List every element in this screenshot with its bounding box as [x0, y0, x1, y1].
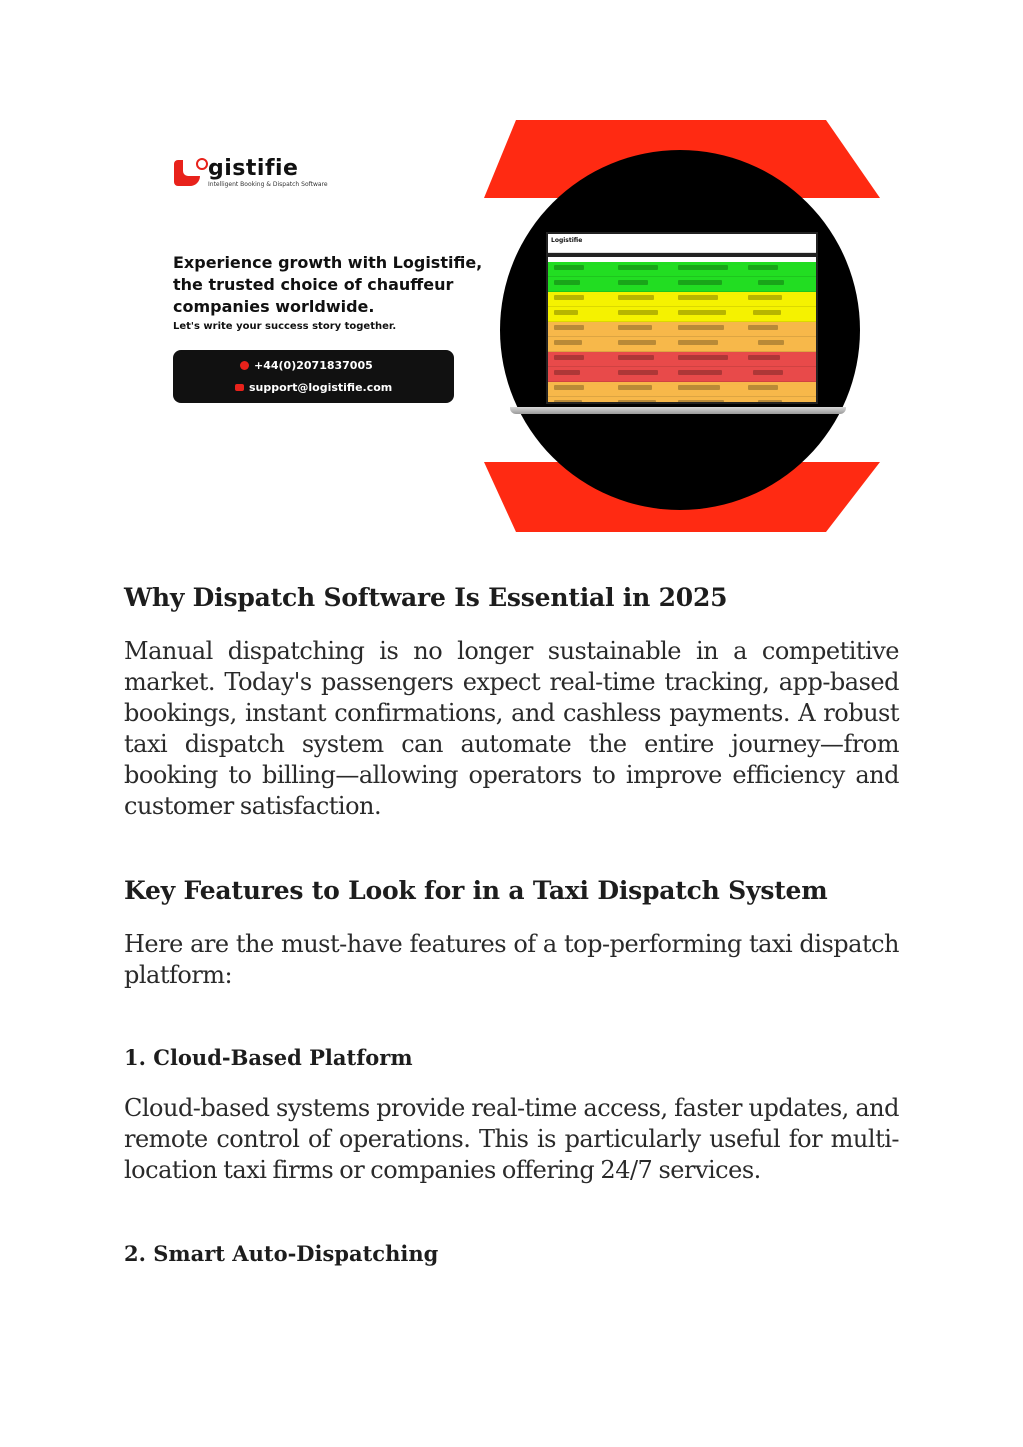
pitch-headline — [173, 252, 493, 318]
article-body — [124, 580, 899, 1269]
laptop-icon — [546, 232, 818, 404]
feature-heading-cloud: 1. Cloud-Based Platform — [124, 1045, 413, 1070]
pitch-subline: Let's write your success story together. — [173, 321, 397, 332]
email-address: support@logistifie.com — [249, 381, 393, 394]
section-paragraph-why: Manual dispatching is no longer sustainable in a competitive market. Today's passengers expect real-time tracking, app-based bookings, instant confirmations, and cashless payments. A robust taxi dispatch system can automate the entire journey—from booking to billing—allowing operators to improve efficiency and customer satisfaction. — [124, 637, 899, 820]
pitch-line: companies worldwide. — [173, 297, 375, 316]
dispatch-grid — [548, 262, 816, 402]
phone-icon — [240, 361, 249, 370]
section-paragraph-key-features: Here are the must-have features of a top-performing taxi dispatch platform: — [124, 930, 899, 989]
laptop-artwork — [480, 120, 890, 532]
contact-phone[interactable] — [240, 359, 373, 372]
logo-tagline: Intelligent Booking & Dispatch Software — [208, 181, 328, 188]
contact-email[interactable] — [235, 381, 392, 394]
logistifie-logo — [174, 158, 328, 188]
contact-box — [173, 350, 454, 403]
feature-heading-auto-dispatch: 2. Smart Auto-Dispatching — [124, 1241, 439, 1266]
pitch-line: Experience growth with Logistifie, — [173, 253, 483, 272]
feature-paragraph-cloud: Cloud-based systems provide real-time access, faster updates, and remote control of operations. This is particularly useful for multi-location taxi firms or companies offering 24/7 services. — [124, 1094, 899, 1184]
laptop-base — [510, 407, 846, 414]
section-heading-key-features: Key Features to Look for in a Taxi Dispatch System — [124, 876, 828, 905]
section-heading-why: Why Dispatch Software Is Essential in 2025 — [124, 583, 728, 612]
email-icon — [235, 384, 244, 391]
screen-logo: Logistifie — [551, 237, 583, 244]
logo-name: gistifie — [208, 156, 299, 181]
promo-banner — [0, 0, 1023, 540]
pitch-line: the trusted choice of chauffeur — [173, 275, 454, 294]
logo-mark-icon — [174, 158, 206, 188]
phone-number: +44(0)2071837005 — [254, 359, 373, 372]
